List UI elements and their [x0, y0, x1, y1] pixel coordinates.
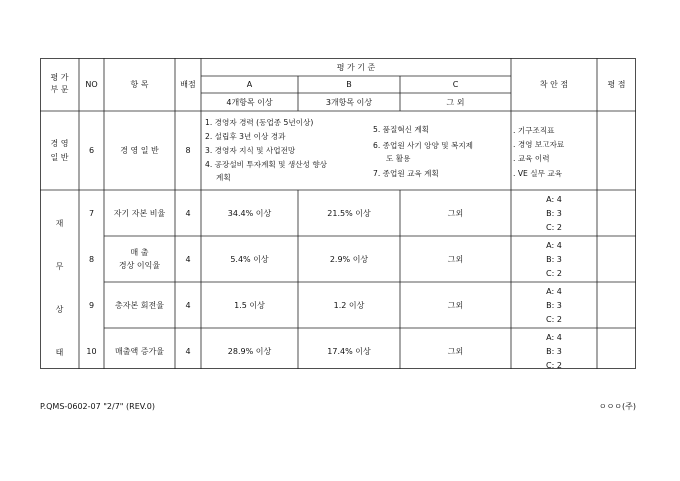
row8-focus-a: A: 4: [546, 241, 562, 250]
grade-a-condition: 4개항목 이상: [226, 98, 273, 107]
management-category-line1: 경 영: [50, 139, 69, 148]
row7-grade-b: 21.5% 이상: [327, 209, 371, 218]
row8-grade-c: 그외: [447, 255, 464, 264]
grade-b-condition: 3개항목 이상: [325, 98, 373, 107]
management-criteria-7: 7. 종업원 교육 계획: [373, 169, 439, 178]
row7-grade-c: 그외: [447, 209, 464, 218]
row9-focus-a: A: 4: [546, 287, 562, 296]
row7-focus-c: C: 2: [546, 223, 562, 232]
row8-grade-a: 5.4% 이상: [230, 255, 269, 264]
row10-no: 10: [86, 347, 97, 356]
criteria-header: 평 가 기 준: [336, 63, 376, 72]
row8-no: 8: [88, 255, 95, 264]
row8-weight: 4: [185, 255, 191, 264]
management-criteria-5: 5. 품질혁신 계획: [373, 125, 430, 134]
row9-focus-b: B: 3: [546, 301, 562, 310]
row10-grade-c: 그외: [447, 347, 464, 356]
row7-focus-b: B: 3: [546, 209, 562, 218]
finance-category-char4: 태: [55, 348, 64, 357]
grade-c-condition: 그 외: [446, 98, 465, 107]
row9-grade-b: 1.2 이상: [333, 301, 365, 310]
company-name: ㅇㅇㅇ(주): [598, 402, 636, 411]
row7-item: 자기 자본 비율: [113, 209, 166, 218]
management-criteria-6: 6. 종업원 사기 앙양 및 복지제: [373, 141, 474, 150]
row7-weight: 4: [185, 209, 191, 218]
row10-focus-a: A: 4: [546, 333, 562, 342]
row7-focus-a: A: 4: [546, 195, 562, 204]
row7-grade-a: 34.4% 이상: [227, 209, 272, 218]
management-criteria-6-cont: 도 활용: [386, 154, 411, 163]
evaluation-table: [40, 58, 636, 369]
management-focus-2: . 경영 보고자료: [513, 140, 565, 149]
row9-focus-c: C: 2: [546, 315, 562, 324]
row9-grade-c: 그외: [447, 301, 464, 310]
row9-no: 9: [88, 301, 95, 310]
category-header-line1: 평 가: [50, 73, 69, 82]
row8-grade-b: 2.9% 이상: [329, 255, 369, 264]
finance-category-char3: 상: [55, 305, 64, 314]
row9-item: 총자본 회전율: [115, 301, 164, 310]
focus-header: 착 안 점: [539, 80, 569, 89]
item-header: 항 목: [130, 80, 149, 89]
management-focus-1: . 기구조직표: [513, 126, 555, 135]
weight-header: 배점: [180, 80, 196, 89]
grade-a-header: A: [246, 80, 253, 89]
management-criteria-4-cont: 계획: [216, 173, 231, 182]
management-criteria-2: 2. 설립후 3년 이상 경과: [205, 132, 286, 141]
row10-focus-c: C: 2: [546, 361, 562, 370]
management-item: 경 영 일 반: [120, 146, 159, 155]
finance-category-char1: 재: [55, 219, 64, 228]
management-criteria-1: 1. 경영자 경력 (동업종 5년이상): [205, 118, 314, 127]
row10-grade-b: 17.4% 이상: [327, 347, 371, 356]
row10-grade-a: 28.9% 이상: [227, 347, 272, 356]
management-criteria-4: 4. 공장설비 투자계획 및 생산성 향상: [205, 160, 328, 169]
management-focus-3: . 교육 이력: [513, 154, 550, 163]
row7-no: 7: [88, 209, 95, 218]
row8-item-line1: 매 출: [130, 248, 149, 257]
score-header: 평 점: [607, 80, 626, 89]
management-weight: 8: [185, 146, 191, 155]
grade-b-header: B: [346, 80, 352, 89]
management-no: 6: [88, 146, 95, 155]
management-criteria-3: 3. 경영자 지식 및 사업전망: [205, 146, 296, 155]
category-header-line2: 부 문: [50, 85, 69, 94]
no-header: NO: [85, 80, 98, 89]
row8-focus-b: B: 3: [546, 255, 562, 264]
row9-weight: 4: [185, 301, 191, 310]
document-number: P.QMS-0602-07 "2/7" (REV.0): [40, 402, 155, 411]
row8-item-line2: 경상 이익율: [118, 261, 161, 270]
management-category-line2: 일 반: [50, 153, 69, 162]
row10-weight: 4: [185, 347, 191, 356]
finance-category-char2: 무: [55, 262, 64, 271]
row8-focus-c: C: 2: [546, 269, 562, 278]
row10-focus-b: B: 3: [546, 347, 562, 356]
row10-item: 매출액 증가율: [115, 347, 164, 356]
management-focus-4: . VE 실무 교육: [513, 169, 562, 178]
row9-grade-a: 1.5 이상: [234, 301, 265, 310]
grade-c-header: C: [452, 80, 459, 89]
